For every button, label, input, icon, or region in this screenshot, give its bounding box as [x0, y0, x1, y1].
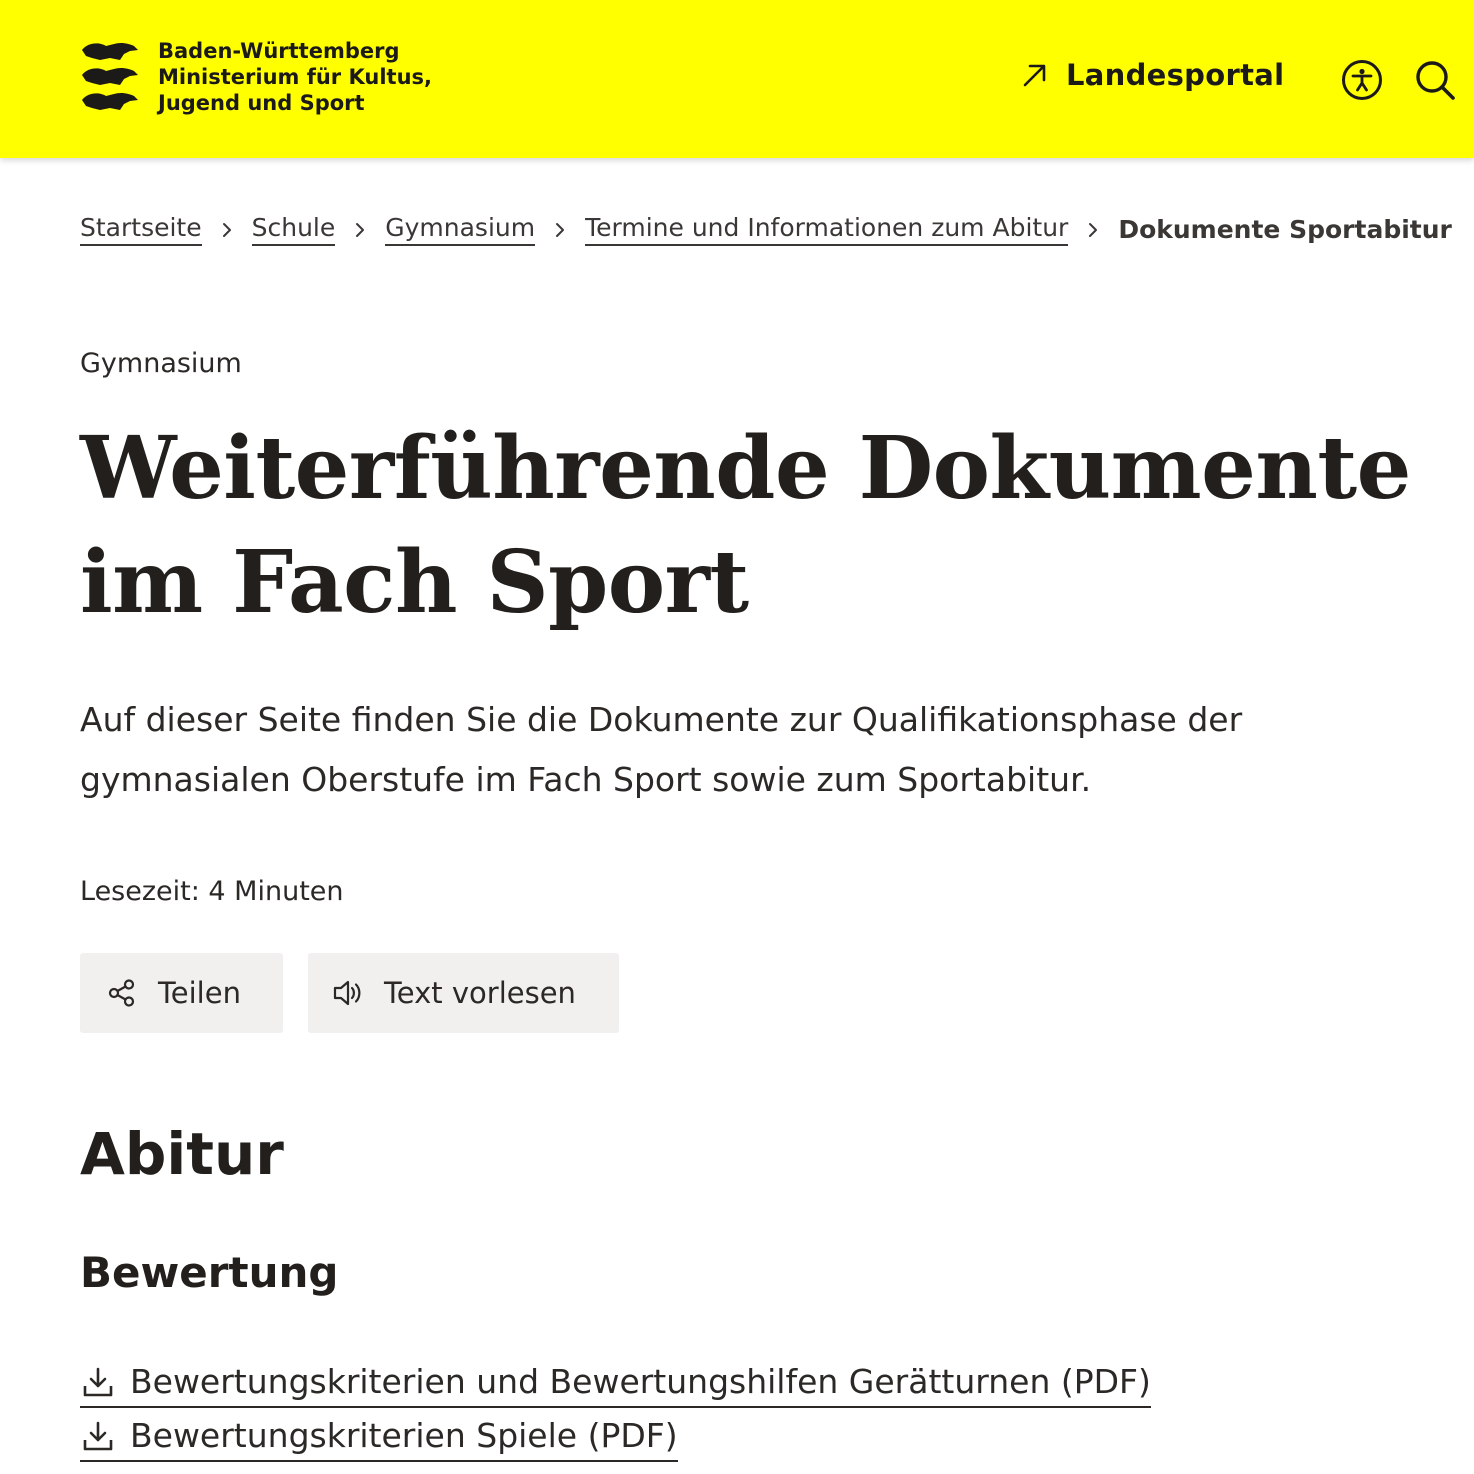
landesportal-link[interactable]	[1020, 58, 1284, 92]
subsection-heading-bewertung: Bewertung	[80, 1248, 339, 1297]
landesportal-label: Landesportal	[1066, 58, 1285, 92]
logo-text	[158, 38, 432, 116]
accessibility-icon[interactable]	[1340, 58, 1384, 102]
read-aloud-label: Text vorlesen	[384, 976, 576, 1010]
chevron-right-icon	[353, 219, 367, 241]
ministry-logo[interactable]	[80, 38, 432, 118]
lead-paragraph: Auf dieser Seite finden Sie die Dokumente zur Qualifikationsphase der gymnasialen Oberstufe im Fach Sport sowie zum Sportabitur.	[80, 700, 1243, 799]
breadcrumb	[80, 213, 1452, 246]
download-label: Bewertungskriterien Spiele (PDF)	[130, 1416, 678, 1455]
reading-time: Lesezeit: 4 Minuten	[80, 876, 344, 907]
share-icon	[106, 977, 138, 1009]
breadcrumb-termine-abitur[interactable]: Termine und Informationen zum Abitur	[585, 213, 1068, 246]
share-label: Teilen	[158, 976, 241, 1010]
arrow-up-right-icon	[1020, 60, 1050, 90]
chevron-right-icon	[220, 219, 234, 241]
page-kicker: Gymnasium	[80, 348, 242, 379]
logo-line: Ministerium für Kultus,	[158, 65, 432, 89]
chevron-right-icon	[553, 219, 567, 241]
breadcrumb-startseite[interactable]: Startseite	[80, 213, 202, 246]
site-header	[0, 0, 1474, 158]
share-button[interactable]	[80, 953, 283, 1033]
breadcrumb-gymnasium[interactable]: Gymnasium	[385, 213, 535, 246]
breadcrumb-current: Dokumente Sportabitur	[1118, 214, 1452, 244]
logo-line: Jugend und Sport	[158, 91, 365, 115]
speaker-icon	[332, 977, 364, 1009]
three-lions-icon	[80, 38, 140, 118]
page-title: Weiterführende Dokumente im Fach Sport	[80, 418, 1411, 633]
download-link-geraetturnen[interactable]	[80, 1360, 1151, 1408]
download-icon	[80, 1418, 116, 1454]
logo-line: Baden-Württemberg	[158, 39, 400, 63]
chevron-right-icon	[1086, 219, 1100, 241]
section-heading-abitur: Abitur	[80, 1120, 284, 1188]
download-label: Bewertungskriterien und Bewertungshilfen Gerätturnen (PDF)	[130, 1362, 1151, 1401]
read-aloud-button[interactable]	[308, 953, 619, 1033]
breadcrumb-schule[interactable]: Schule	[252, 213, 336, 246]
download-icon	[80, 1364, 116, 1400]
download-link-spiele[interactable]	[80, 1414, 678, 1462]
search-icon[interactable]	[1413, 58, 1457, 102]
